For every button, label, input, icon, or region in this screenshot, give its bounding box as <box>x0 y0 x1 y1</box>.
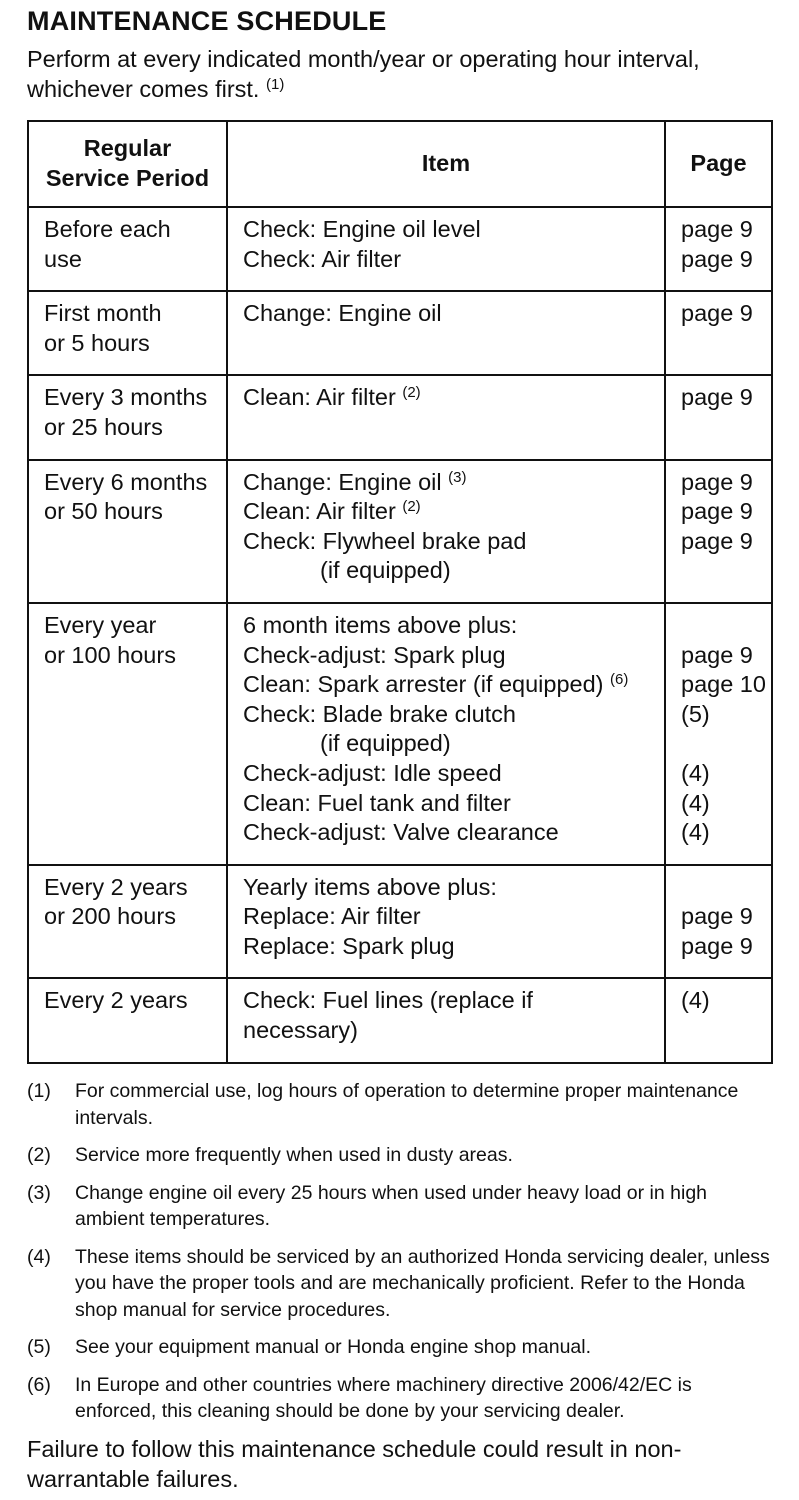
item-text: Check-adjust: Valve clearance <box>243 819 559 846</box>
table-row <box>28 460 772 603</box>
footnote-number: (5) <box>27 1336 51 1358</box>
page-ref: page 9 <box>681 932 753 959</box>
page-ref: page 9 <box>681 300 753 327</box>
page-title: MAINTENANCE SCHEDULE <box>27 6 387 36</box>
page-ref: page 9 <box>681 641 753 668</box>
item-text: Replace: Air filter <box>243 903 421 930</box>
item-footnote-ref: (2) <box>402 384 421 402</box>
table-header-row <box>28 121 772 207</box>
page-ref: (4) <box>681 819 710 846</box>
item-text: Check: Flywheel brake pad <box>243 527 527 554</box>
service-period-text: or 25 hours <box>44 413 163 440</box>
service-period-text: Before each <box>44 216 171 242</box>
table-row <box>28 978 772 1062</box>
footnote <box>27 1078 777 1131</box>
service-period-text: or 200 hours <box>44 903 176 930</box>
footnote-text: These items should be serviced by an authorized Honda servicing dealer, unless you have the proper tools and are mechanically proficient. Refer to the Honda shop manual for service procedures. <box>75 1245 770 1321</box>
item-cell <box>227 865 665 979</box>
item-line <box>243 383 660 413</box>
page-ref <box>681 873 767 903</box>
item-cell <box>227 978 665 1062</box>
service-period-cell <box>28 978 227 1062</box>
item-text: Clean: Air filter <box>243 384 396 411</box>
service-period-text: or 100 hours <box>44 641 176 668</box>
table-row <box>28 291 772 375</box>
item-line <box>243 873 660 903</box>
item-line <box>243 299 660 329</box>
page-ref: page 9 <box>681 468 753 495</box>
intro-footnote-ref: (1) <box>265 76 285 93</box>
item-cell <box>227 460 665 603</box>
item-line <box>243 497 660 527</box>
item-line <box>243 789 660 819</box>
footnote-number: (1) <box>27 1080 51 1102</box>
intro-paragraph <box>27 44 767 104</box>
header-service-period <box>28 121 227 207</box>
page-ref: page 9 <box>681 216 753 242</box>
intro-text: Perform at every indicated month/year or operating hour interval, whichever comes first. <box>27 46 700 102</box>
item-line <box>243 556 660 586</box>
item-cell <box>227 291 665 375</box>
table-row <box>28 375 772 459</box>
header-period-line2: Service Period <box>45 165 210 191</box>
item-line <box>243 670 660 700</box>
table-row <box>28 207 772 291</box>
page-ref-cell <box>665 460 772 603</box>
service-period-text: Every year <box>44 611 157 638</box>
footnote-number: (3) <box>27 1181 51 1204</box>
service-period-cell <box>28 460 227 603</box>
page-ref: page 9 <box>681 903 753 930</box>
page-ref: page 9 <box>681 527 753 554</box>
item-line <box>243 468 660 498</box>
item-line <box>243 986 660 1016</box>
table-row <box>28 603 772 865</box>
item-text: Change: Engine oil <box>243 468 442 495</box>
item-text: (if equipped) <box>320 557 451 584</box>
service-period-text: Every 3 months <box>44 384 208 411</box>
item-text: 6 month items above plus: <box>243 611 518 638</box>
warranty-warning: Failure to follow this maintenance schedule could result in non-warrantable failures. <box>27 1436 682 1492</box>
footnote-text: See your equipment manual or Honda engine shop manual. <box>75 1336 592 1358</box>
footnote-number: (4) <box>27 1245 51 1268</box>
item-line <box>243 902 660 932</box>
item-cell <box>227 603 665 865</box>
footnote-text: For commercial use, log hours of operation to determine proper maintenance intervals. <box>75 1080 739 1129</box>
footnote <box>27 1334 777 1361</box>
header-page: Page <box>665 121 772 207</box>
page-ref: (5) <box>681 700 710 727</box>
footnote <box>27 1244 777 1324</box>
footnote <box>27 1180 777 1233</box>
page-ref: (4) <box>681 759 710 786</box>
item-footnote-ref: (3) <box>448 468 467 486</box>
page-ref-cell <box>665 291 772 375</box>
page-ref <box>681 556 767 586</box>
item-text: Check-adjust: Spark plug <box>243 641 506 668</box>
item-line <box>243 527 660 557</box>
item-footnote-ref: (2) <box>402 498 421 516</box>
page-ref: page 9 <box>681 245 753 272</box>
footnote-number: (2) <box>27 1144 51 1166</box>
item-text: Check: Fuel lines (replace if <box>243 987 533 1014</box>
item-line <box>243 215 660 245</box>
service-period-text: Every 2 years <box>44 873 188 900</box>
item-line <box>243 818 660 848</box>
item-text: Clean: Air filter <box>243 498 396 525</box>
table-row <box>28 865 772 979</box>
item-text: necessary) <box>243 1017 358 1044</box>
header-period-line1: Regular <box>83 135 172 162</box>
item-line <box>243 641 660 671</box>
item-footnote-ref: (6) <box>610 671 629 689</box>
page-ref <box>681 729 767 759</box>
item-line <box>243 759 660 789</box>
footnote-text: Change engine oil every 25 hours when used under heavy load or in high ambient temperatures. <box>75 1181 708 1230</box>
item-text: (if equipped) <box>320 730 451 757</box>
page-ref: (4) <box>681 987 710 1014</box>
item-text: Clean: Fuel tank and filter <box>243 789 511 816</box>
service-period-cell <box>28 865 227 979</box>
service-period-text: use <box>44 245 82 272</box>
footnote-text: In Europe and other countries where machinery directive 2006/42/EC is enforced, this cleaning should be done by your servicing dealer. <box>75 1373 692 1422</box>
item-line <box>243 245 660 275</box>
item-text: Yearly items above plus: <box>243 873 497 900</box>
item-line <box>243 611 660 641</box>
service-period-text: First month <box>44 300 162 327</box>
footnote <box>27 1372 777 1425</box>
page-ref: page 10 <box>681 671 766 698</box>
service-period-cell <box>28 291 227 375</box>
item-cell <box>227 375 665 459</box>
page-ref-cell <box>665 207 772 291</box>
service-period-text: Every 2 years <box>44 987 188 1014</box>
item-text: Check: Engine oil level <box>243 216 481 242</box>
page-ref-cell <box>665 865 772 979</box>
page-ref: page 9 <box>681 498 753 525</box>
item-cell <box>227 207 665 291</box>
service-period-cell <box>28 375 227 459</box>
item-line <box>243 729 660 759</box>
service-period-text: or 5 hours <box>44 329 150 356</box>
page-ref <box>681 611 767 641</box>
service-period-text: Every 6 months <box>44 468 208 495</box>
page-ref-cell <box>665 375 772 459</box>
service-period-text: or 50 hours <box>44 498 163 525</box>
item-text: Replace: Spark plug <box>243 932 455 959</box>
item-text: Check: Air filter <box>243 245 402 272</box>
service-period-cell <box>28 207 227 291</box>
footnotes <box>27 1078 777 1436</box>
table-body <box>28 207 772 1063</box>
item-text: Change: Engine oil <box>243 300 442 327</box>
maintenance-schedule-table <box>27 120 773 1064</box>
service-period-cell <box>28 603 227 865</box>
item-text: Clean: Spark arrester (if equipped) <box>243 671 604 698</box>
page-ref-cell <box>665 978 772 1062</box>
footnote-text: Service more frequently when used in dusty areas. <box>75 1144 513 1166</box>
header-item: Item <box>227 121 665 207</box>
item-line <box>243 1016 660 1046</box>
page-ref: page 9 <box>681 384 753 411</box>
item-line <box>243 700 660 730</box>
page-ref: (4) <box>681 789 710 816</box>
footnote <box>27 1142 777 1169</box>
page-ref-cell <box>665 603 772 865</box>
item-text: Check: Blade brake clutch <box>243 700 517 727</box>
footnote-number: (6) <box>27 1373 51 1396</box>
item-text: Check-adjust: Idle speed <box>243 759 502 786</box>
item-line <box>243 932 660 962</box>
